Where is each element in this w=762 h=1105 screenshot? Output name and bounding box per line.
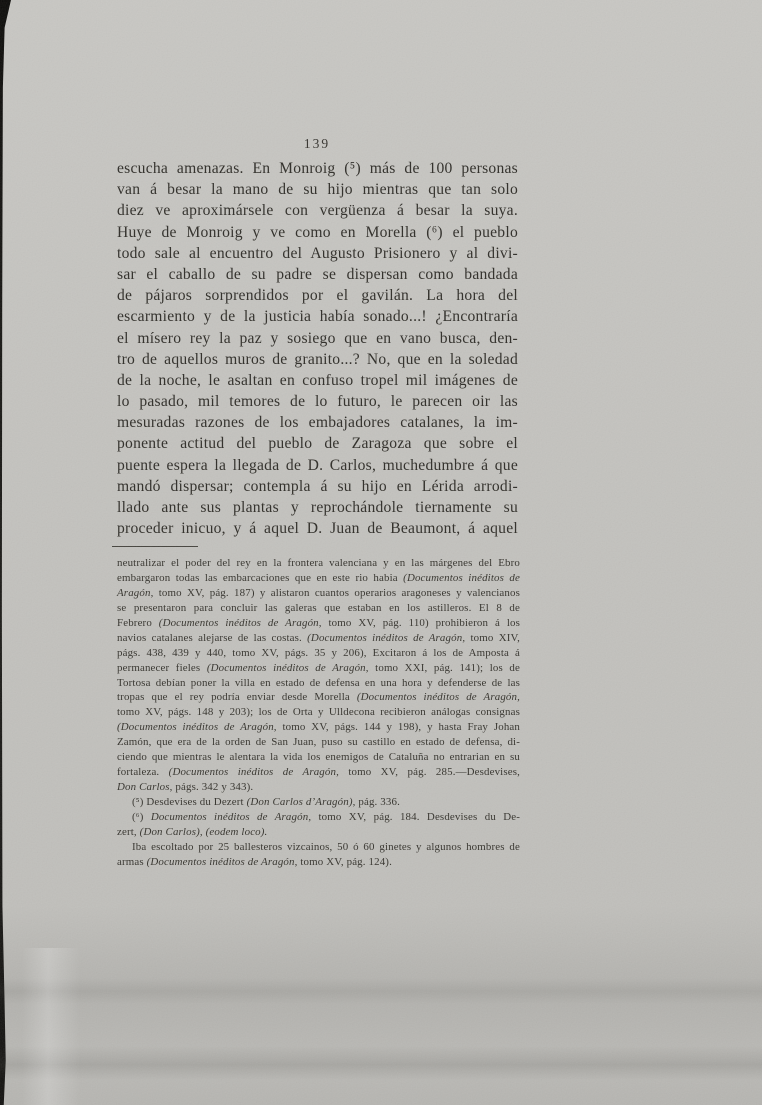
page-number: 139 [303,136,331,151]
footnote-line [117,825,520,840]
footnote-text: zert, [117,825,140,838]
footnote-text: tomo XV, pág. 124). [297,855,392,868]
main-text-line: van á besar la mano de su hijo mientras que tan solo [117,181,518,199]
footnote-citation-italic: (Documentos inéditos de Aragón, [307,631,466,644]
footnote-line [117,735,520,750]
footnote-text: Febrero [117,616,159,629]
book-binding-edge [0,0,11,1105]
footnote-text: permanecer fieles [117,661,207,674]
footnote-text: Zamón, que era de la orden de San Juan, puso su castillo en estado de defensa, di- [117,736,520,749]
footnote-citation-italic: Aragón, [117,586,154,599]
footnote-line [117,720,520,735]
main-text-line: puente espera la llegada de D. Carlos, muchedumbre á que [117,456,518,474]
footnote-text: tomo XV, págs. 148 y 203); los de Orta y Ulldecona recibieron análogas consignas [117,706,520,719]
footnote-text: Tortosa debían poner la villa en estado de defensa en una hora y defenderse de las [117,676,520,689]
footnote-line [117,780,520,795]
footnote-text: (⁵) Desdevises du Dezert [132,796,247,808]
footnote-text: neutralizar el poder del rey en la frontera valenciana y en las márgenes del Ebro [117,557,520,569]
footnote-text: tomo XV, pág. 285.—Desdevises, [338,766,520,779]
footnote-citation-italic: (Documentos inéditos de Aragón, [168,766,339,779]
footnote-line [117,855,520,870]
scan-shadow-band [0,978,762,1004]
footnote-line [117,601,520,616]
footnote-citation-italic: Don Carlos, [117,781,173,794]
footnote-line [117,646,520,661]
main-text-line: diez ve aproximársele con vergüenza á besar la suya. [117,202,518,220]
main-text-line: el mísero rey la paz y sosiego que en vano busca, den- [117,329,518,347]
footnote-line [117,765,520,780]
main-text-line: escarmiento y de la justicia había sonado...! ¿Encontraría [117,308,518,326]
footnote-line [117,556,520,571]
footnote-line [117,631,520,646]
footnote-line [117,840,520,855]
footnote-citation-italic: (Documentos inéditos de Aragón, [117,721,277,734]
footnote-line [117,571,520,586]
footnote-line [117,810,520,825]
footnote-separator-rule [112,546,198,547]
footnote-text: tomo XV, pág. 187) y alistaron cuantos operarios aragoneses y valencianos [153,586,520,599]
footnote-line [117,795,520,810]
footnote-text: tomo XV, pág. 110) prohibieron á los [321,616,521,629]
footnotes [117,556,520,870]
footnote-text: fortaleza. [117,766,169,779]
footnote-citation-italic: Documentos inéditos de Aragón, [150,810,312,823]
main-text-line: mandó dispersar; contempla á su hijo en Lérida arrodi- [117,477,518,495]
main-text-line: proceder inicuo, y á aquel D. Juan de Beaumont, á aquel [117,520,518,538]
footnote-citation-italic: (Documentos inéditos de [403,571,520,584]
footnote-text: navios catalanes alejarse de las costas. [117,631,308,644]
footnote-citation-italic: (Don Carlos), (eodem loco). [139,825,268,838]
main-text-line: sar el caballo de su padre se dispersan como bandada [117,265,518,283]
footnote-text: pág. 336. [355,796,400,808]
footnote-text: págs. 438, 439 y 440, tomo XV, págs. 35 y 206), Excitaron á los de Amposta á [117,646,520,659]
main-text [117,158,518,539]
footnote-text: tomo XV, pág. 184. Desdevises du De- [311,810,521,823]
footnote-text: tomo XXI, pág. 141); los de [368,661,520,674]
footnote-text: Iba escoltado por 25 ballesteros vizcainos, 50 ó 60 ginetes y algunos hombres de [132,840,520,853]
main-text-line: ponente actitud del pueblo de Zaragoza que sobre el [117,435,518,453]
footnote-line [117,661,520,676]
scan-light-streak [22,948,80,1105]
scan-shadow-band [0,1046,762,1080]
footnote-text: embargaron todas las embarcaciones que en este rio habia [117,571,404,584]
footnote-citation-italic: (Documentos inéditos de Aragón, [158,616,322,629]
footnote-line [117,586,520,601]
footnote-line [117,676,520,691]
footnote-citation-italic: (Don Carlos d’Aragón), [246,796,356,808]
footnote-text: se presentaron para concluir las galeras que estaban en los astilleros. El 8 de [117,601,520,614]
footnote-text: ciendo que mientras le alentara la vida los enemigos de Cataluña no entrarian en su [117,751,520,764]
footnote-text: tropas que el rey podría enviar desde Morella [117,691,357,704]
footnote-citation-italic: (Documentos inéditos de Aragón, [356,691,520,704]
footnote-text: armas [117,855,147,868]
footnote-line [117,705,520,720]
footnote-text: págs. 342 y 343). [172,781,254,794]
main-text-line: Huye de Monroig y ve como en Morella (⁶) el pueblo [117,223,518,241]
footnote-line [117,616,520,631]
main-text-line: de pájaros sorprendidos por el gavilán. La hora del [117,287,518,305]
footnote-citation-italic: (Documentos inéditos de Aragón, [206,661,369,674]
main-text-line: lo pasado, mil temores de lo futuro, le parecen oir las [117,393,518,411]
footnote-line [117,750,520,765]
main-text-line: tro de aquellos muros de granito...? No, que en la soledad [117,350,518,368]
footnote-citation-italic: (Documentos inéditos de Aragón, [146,855,298,868]
main-text-line: mesuradas razones de los embajadores catalanes, la im- [117,414,518,432]
main-text-line: llado ante sus plantas y reprochándole tiernamente su [117,499,518,516]
footnote-line [117,690,520,705]
main-text-line: escucha amenazas. En Monroig (⁵) más de 100 personas [117,160,518,177]
footnote-text: (⁶) [132,810,151,823]
main-text-line: todo sale al encuentro del Augusto Prisionero y al divi- [117,244,518,262]
footnote-text: tomo XIV, [465,631,520,644]
footnote-text: tomo XV, págs. 144 y 198), y hasta Fray Johan [276,721,521,734]
main-text-line: de la noche, le asaltan en confuso tropel mil imágenes de [117,371,518,389]
